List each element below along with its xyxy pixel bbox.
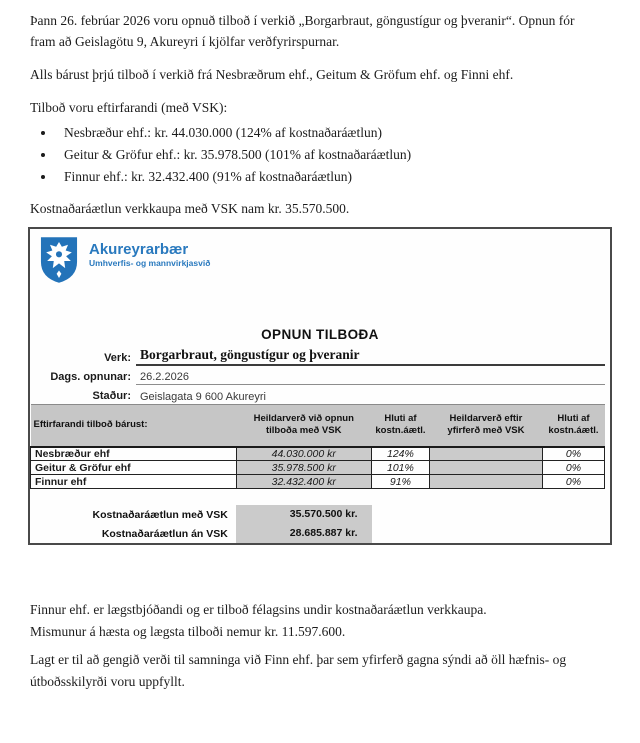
header-review-pct: Hluti af kostn.áætl. (542, 405, 604, 447)
opening-pct: 91% (371, 475, 429, 489)
intro-p1-line1: Þann 26. febrúar 2026 voru opnuð tilboð í verkið „Borgarbraut, göngustígur og þveranir“. Opnun fór (30, 13, 575, 28)
header-bidders: Eftirfarandi tilboð bárust: (31, 405, 237, 447)
bullet-nesbraedur: • Nesbræður ehf.: kr. 44.030.000 (124% af kostnaðaráætlun) (56, 122, 612, 144)
summary-row-with-vsk (30, 505, 605, 524)
field-row-stadur (30, 385, 610, 404)
verk-value: Borgarbraut, göngustígur og þveranir (136, 347, 605, 366)
closing-paragraph-1 (30, 599, 612, 643)
summary-label: Kostnaðaráætlun með VSK (92, 508, 228, 521)
opening-pct: 101% (371, 461, 429, 475)
intro-paragraph-1 (30, 10, 612, 52)
summary-row-without-vsk (30, 524, 605, 543)
closing-p1-line1: Finnur ehf. er lægstbjóðandi og er tilboð félagsins undir kostnaðaráætlun verkkaupa. (30, 602, 487, 617)
review-price (429, 461, 542, 475)
bids-table (30, 404, 605, 489)
org-department: Umhverfis- og mannvirkjasvið (89, 258, 211, 268)
summary-value: 28.685.887 kr. (236, 524, 372, 543)
dags-opnunar-label: Dags. opnunar: (50, 371, 131, 383)
opening-pct: 124% (371, 447, 429, 461)
review-pct: 0% (542, 475, 604, 489)
stadur-value: Geislagata 9 600 Akureyri (140, 391, 266, 403)
logo-text (89, 236, 210, 291)
closing-p2-line2: útboðsskilyrði voru uppfyllt. (30, 674, 185, 689)
summary-value: 35.570.500 kr. (236, 505, 372, 524)
closing-p1-line2: Mismunur á hæsta og lægsta tilboði nemur kr. 11.597.600. (30, 624, 346, 639)
bids-table-header-row (31, 405, 605, 447)
summary-label: Kostnaðaráætlun án VSK (101, 527, 228, 540)
form-title: OPNUN TILBOÐA (261, 327, 379, 342)
opening-price: 35.978.500 kr (236, 461, 371, 475)
stadur-label: Staður: (92, 390, 131, 402)
table-row (31, 447, 605, 461)
closing-p2-line1: Lagt er til að gengið verði til samninga við Finn ehf. þar sem yfirferð gagna sýndi að öll hæfnis- og (30, 652, 567, 667)
cost-estimate-summary (30, 505, 605, 543)
form-fields (30, 347, 610, 404)
dags-opnunar-value: 26.2.2026 (136, 371, 605, 385)
table-row (31, 461, 605, 475)
opening-price: 32.432.400 kr (236, 475, 371, 489)
review-pct: 0% (542, 461, 604, 475)
intro-paragraph-3: Tilboð voru eftirfarandi (með VSK): (30, 100, 228, 115)
bullet-finnur: • Finnur ehf.: kr. 32.432.400 (91% af kostnaðaráætlun) (56, 166, 612, 188)
field-row-verk (30, 347, 610, 366)
bidder-name: Finnur ehf (31, 475, 237, 489)
review-pct: 0% (542, 447, 604, 461)
cost-estimate-line: Kostnaðaráætlun verkkaupa með VSK nam kr. 35.570.500. (30, 201, 350, 216)
intro-p1-line2: fram að Geislagötu 9, Akureyri í kjölfar verðfyrirspurnar. (30, 34, 340, 49)
org-name: Akureyrarbær (89, 241, 189, 258)
opening-price: 44.030.000 kr (236, 447, 371, 461)
bidder-name: Geitur & Gröfur ehf (31, 461, 237, 475)
header-opening-price: Heildarverð við opnun tilboða með VSK (236, 405, 371, 447)
field-row-dags-opnunar (30, 366, 610, 385)
bullet-geitur-grofur: • Geitur & Gröfur ehf.: kr. 35.978.500 (101% af kostnaðaráætlun) (56, 144, 612, 166)
akureyri-coat-of-arms-icon (40, 236, 78, 284)
intro-paragraph-2: Alls bárust þrjú tilboð í verkið frá Nesbræðrum ehf., Geitum & Gröfum ehf. og Finni ehf. (30, 67, 514, 82)
verk-label: Verk: (104, 352, 131, 364)
table-row (31, 475, 605, 489)
logo-row (30, 229, 610, 291)
review-price (429, 447, 542, 461)
bid-bullet-list (30, 122, 612, 188)
bidder-name: Nesbræður ehf (31, 447, 237, 461)
review-price (429, 475, 542, 489)
header-review-price: Heildarverð eftir yfirferð með VSK (429, 405, 542, 447)
header-opening-pct: Hluti af kostn.áætl. (371, 405, 429, 447)
closing-paragraph-2 (30, 649, 612, 693)
tender-opening-form (28, 227, 612, 545)
